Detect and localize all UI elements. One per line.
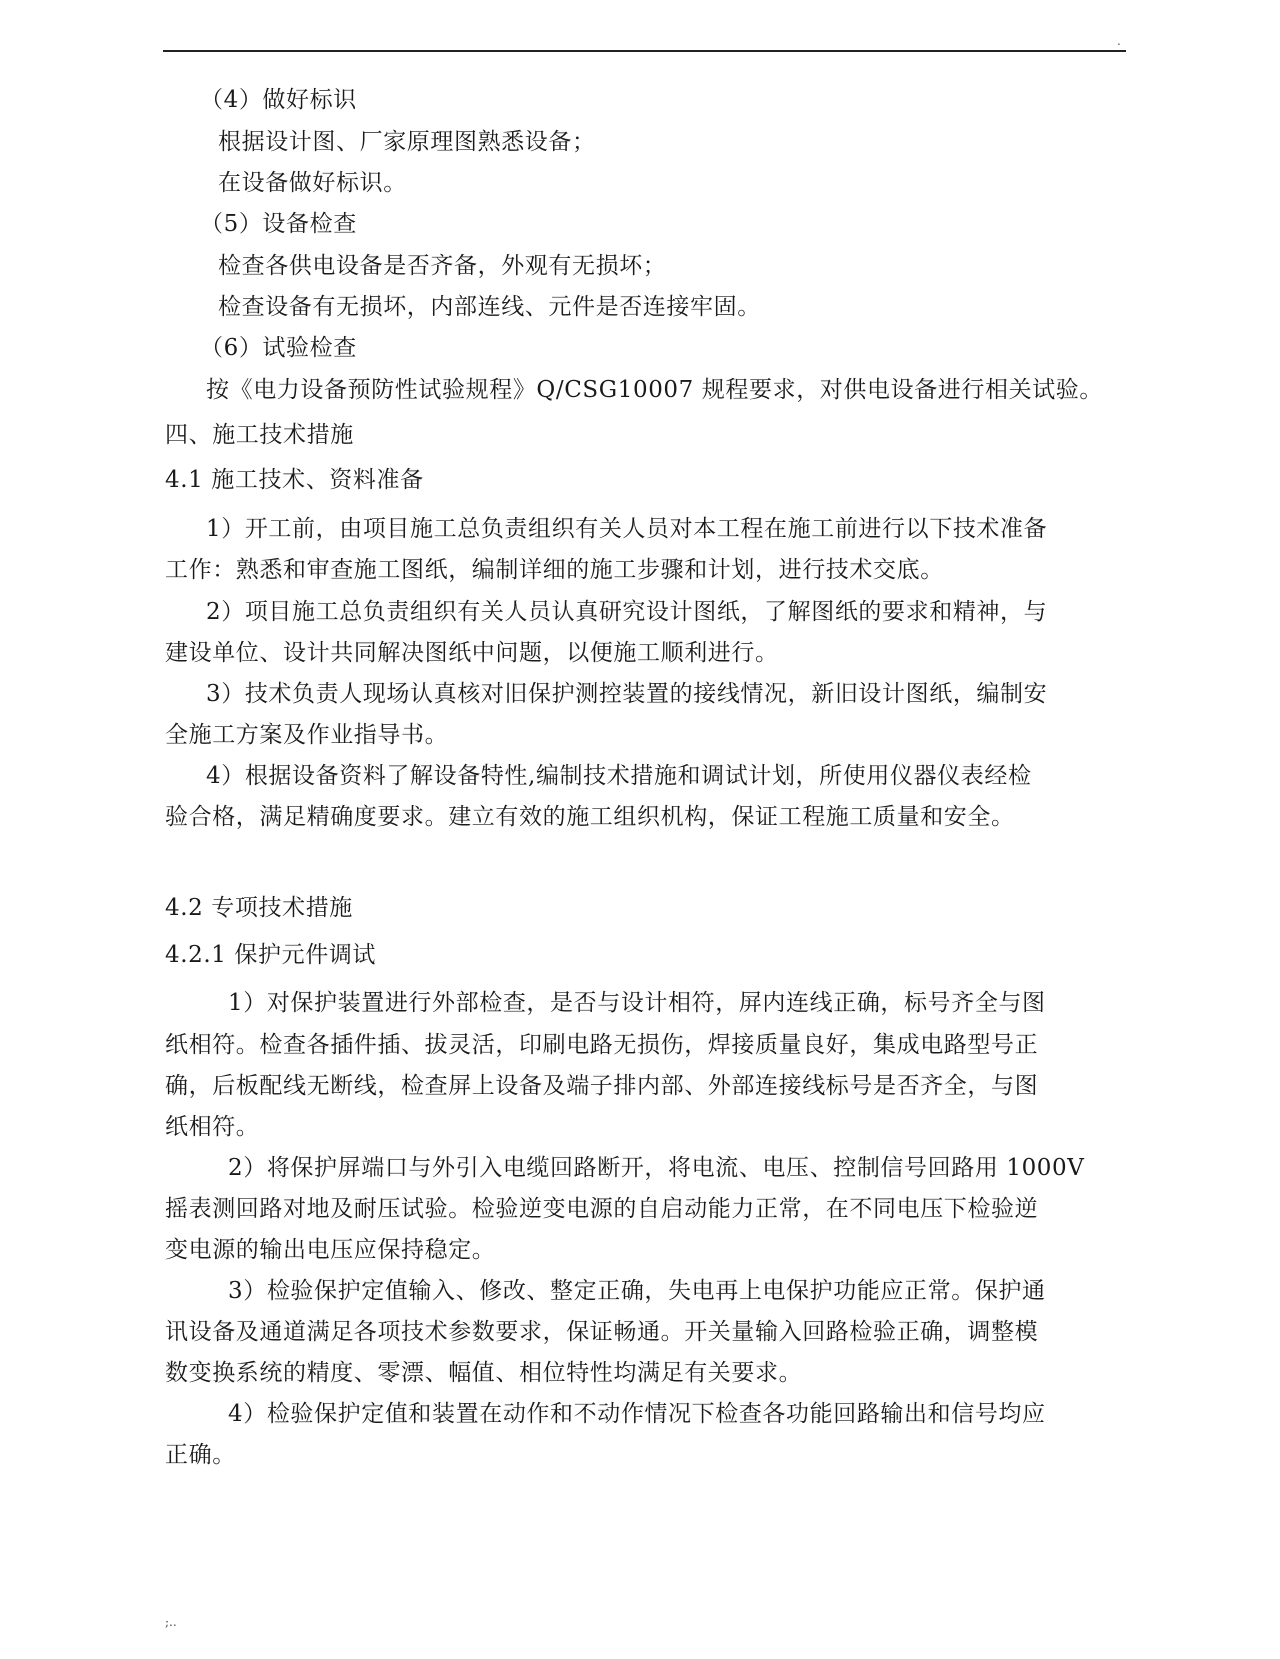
section-heading-4-2: 4.2 专项技术措施: [165, 895, 353, 921]
text-line: 1）开工前，由项目施工总负责组织有关人员对本工程在施工前进行以下技术准备: [206, 516, 1048, 542]
header-mark: .: [1117, 34, 1121, 48]
text-line: 根据设计图、厂家原理图熟悉设备；: [218, 129, 596, 155]
text-line: 纸相符。: [165, 1114, 260, 1140]
text-line: 检查设备有无损坏，内部连线、元件是否连接牢固。: [218, 294, 761, 320]
footer-mark: ;..: [165, 1615, 177, 1629]
text-line: 建设单位、设计共同解决图纸中问题，以便施工顺利进行。: [165, 640, 779, 666]
text-line: 4）根据设备资料了解设备特性,编制技术措施和调试计划，所使用仪器仪表经检: [206, 763, 1032, 789]
section-heading-4-2-1: 4.2.1 保护元件调试: [165, 942, 377, 968]
text-line: 2）将保护屏端口与外引入电缆回路断开，将电流、电压、控制信号回路用 1000V: [228, 1155, 1085, 1181]
text-line: 验合格，满足精确度要求。建立有效的施工组织机构，保证工程施工质量和安全。: [165, 804, 1015, 830]
text-line: 4）检验保护定值和装置在动作和不动作情况下检查各功能回路输出和信号均应: [228, 1401, 1046, 1427]
text-line: 工作：熟悉和审查施工图纸，编制详细的施工步骤和计划，进行技术交底。: [165, 557, 944, 583]
subheading-equipment-check: （5）设备检查: [200, 211, 357, 237]
header-rule: [163, 50, 1126, 52]
section-heading-4: 四、施工技术措施: [165, 422, 354, 448]
text-line: 3）检验保护定值输入、修改、整定正确，失电再上电保护功能应正常。保护通: [228, 1278, 1046, 1304]
text-line: 讯设备及通道满足各项技术参数要求，保证畅通。开关量输入回路检验正确，调整模: [165, 1319, 1039, 1345]
subheading-test-check: （6）试验检查: [200, 335, 357, 361]
text-line: 检查各供电设备是否齐备，外观有无损坏；: [218, 253, 667, 279]
text-line: 纸相符。检查各插件插、拔灵活，印刷电路无损伤，焊接质量良好，集成电路型号正: [165, 1032, 1039, 1058]
subheading-mark-identification: （4）做好标识: [200, 87, 357, 113]
text-line: 3）技术负责人现场认真核对旧保护测控装置的接线情况，新旧设计图纸，编制安: [206, 681, 1048, 707]
text-line: 1）对保护装置进行外部检查，是否与设计相符，屏内连线正确，标号齐全与图: [228, 990, 1046, 1016]
text-line: 摇表测回路对地及耐压试验。检验逆变电源的自启动能力正常，在不同电压下检验逆: [165, 1196, 1039, 1222]
text-line: 在设备做好标识。: [218, 170, 407, 196]
text-line: 数变换系统的精度、零漂、幅值、相位特性均满足有关要求。: [165, 1360, 803, 1386]
section-heading-4-1: 4.1 施工技术、资料准备: [165, 467, 424, 493]
text-line: 确，后板配线无断线，检查屏上设备及端子排内部、外部连接线标号是否齐全，与图: [165, 1073, 1039, 1099]
text-line: 2）项目施工总负责组织有关人员认真研究设计图纸，了解图纸的要求和精神，与: [206, 599, 1048, 625]
text-line: 变电源的输出电压应保持稳定。: [165, 1237, 496, 1263]
text-line: 按《电力设备预防性试验规程》Q/CSG10007 规程要求，对供电设备进行相关试验。: [206, 377, 1104, 403]
text-line: 正确。: [165, 1442, 236, 1468]
text-line: 全施工方案及作业指导书。: [165, 722, 449, 748]
